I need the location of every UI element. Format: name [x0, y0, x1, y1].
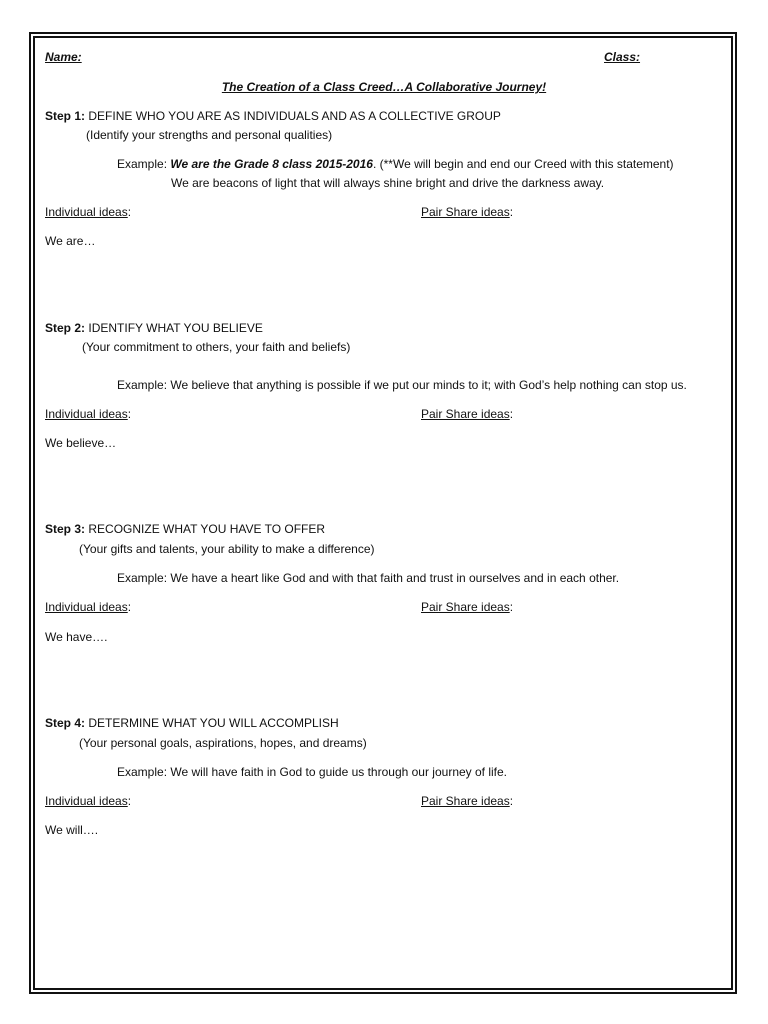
individual-ideas-label: Individual ideas — [45, 600, 128, 614]
step-3-subheading: (Your gifts and talents, your ability to make a difference) — [79, 542, 375, 556]
step-4-pair-share-ideas: Pair Share ideas: — [421, 794, 514, 808]
step-1-heading — [45, 109, 501, 123]
step-3-example-label: Example: — [117, 571, 168, 585]
step-1-starter: We are… — [45, 234, 96, 248]
step-3-label: Step 3: — [45, 522, 86, 536]
step-2-subheading: (Your commitment to others, your faith and beliefs) — [82, 340, 351, 354]
individual-ideas-label: Individual ideas — [45, 794, 128, 808]
step-2-heading-text: IDENTIFY WHAT YOU BELIEVE — [88, 321, 263, 335]
step-1-heading-text: DEFINE WHO YOU ARE AS INDIVIDUALS AND AS A COLLECTIVE GROUP — [88, 109, 501, 123]
name-label: Name: — [45, 50, 82, 64]
step-1-example-emphasis: We are the Grade 8 class 2015-2016 — [170, 157, 373, 171]
step-2-example-text: We believe that anything is possible if we put our minds to it; with God’s help nothing can stop us. — [170, 378, 687, 392]
individual-ideas-label: Individual ideas — [45, 407, 128, 421]
step-2-example — [117, 378, 687, 392]
pair-share-ideas-label: Pair Share ideas — [421, 600, 510, 614]
step-1-example — [117, 157, 674, 171]
step-3-example — [117, 571, 619, 585]
class-label: Class: — [604, 50, 641, 64]
step-4-heading-text: DETERMINE WHAT YOU WILL ACCOMPLISH — [88, 716, 339, 730]
step-4-heading — [45, 716, 339, 730]
step-1-pair-share-ideas: Pair Share ideas: — [421, 205, 514, 219]
step-3-heading-text: RECOGNIZE WHAT YOU HAVE TO OFFER — [88, 522, 326, 536]
step-4-label: Step 4: — [45, 716, 86, 730]
step-2-heading — [45, 321, 263, 335]
step-1-individual-ideas: Individual ideas: — [45, 205, 132, 219]
step-4-individual-ideas: Individual ideas: — [45, 794, 132, 808]
step-4-example-label: Example: — [117, 765, 168, 779]
step-1-example-line2: We are beacons of light that will always shine bright and drive the darkness away. — [171, 176, 605, 190]
step-2-label: Step 2: — [45, 321, 86, 335]
pair-share-ideas-label: Pair Share ideas — [421, 794, 510, 808]
page-title: The Creation of a Class Creed…A Collaborative Journey! — [221, 80, 547, 94]
step-3-individual-ideas: Individual ideas: — [45, 600, 132, 614]
step-2-starter: We believe… — [45, 436, 117, 450]
step-1-example-rest: . (**We will begin and end our Creed with this statement) — [372, 157, 674, 171]
step-2-individual-ideas: Individual ideas: — [45, 407, 132, 421]
pair-share-ideas-label: Pair Share ideas — [421, 407, 510, 421]
step-2-example-label: Example: — [117, 378, 168, 392]
step-4-example-text: We will have faith in God to guide us through our journey of life. — [170, 765, 508, 779]
step-1-subheading: (Identify your strengths and personal qualities) — [86, 128, 333, 142]
step-3-heading — [45, 522, 325, 536]
step-4-starter: We will…. — [45, 823, 99, 837]
pair-share-ideas-label: Pair Share ideas — [421, 205, 510, 219]
step-2-pair-share-ideas: Pair Share ideas: — [421, 407, 514, 421]
step-1-example-label: Example: — [117, 157, 168, 171]
step-4-subheading: (Your personal goals, aspirations, hopes, and dreams) — [79, 736, 367, 750]
step-3-pair-share-ideas: Pair Share ideas: — [421, 600, 514, 614]
step-3-starter: We have…. — [45, 630, 108, 644]
step-3-example-text: We have a heart like God and with that faith and trust in ourselves and in each other. — [170, 571, 620, 585]
step-1-label: Step 1: — [45, 109, 86, 123]
step-4-example — [117, 765, 507, 779]
individual-ideas-label: Individual ideas — [45, 205, 128, 219]
